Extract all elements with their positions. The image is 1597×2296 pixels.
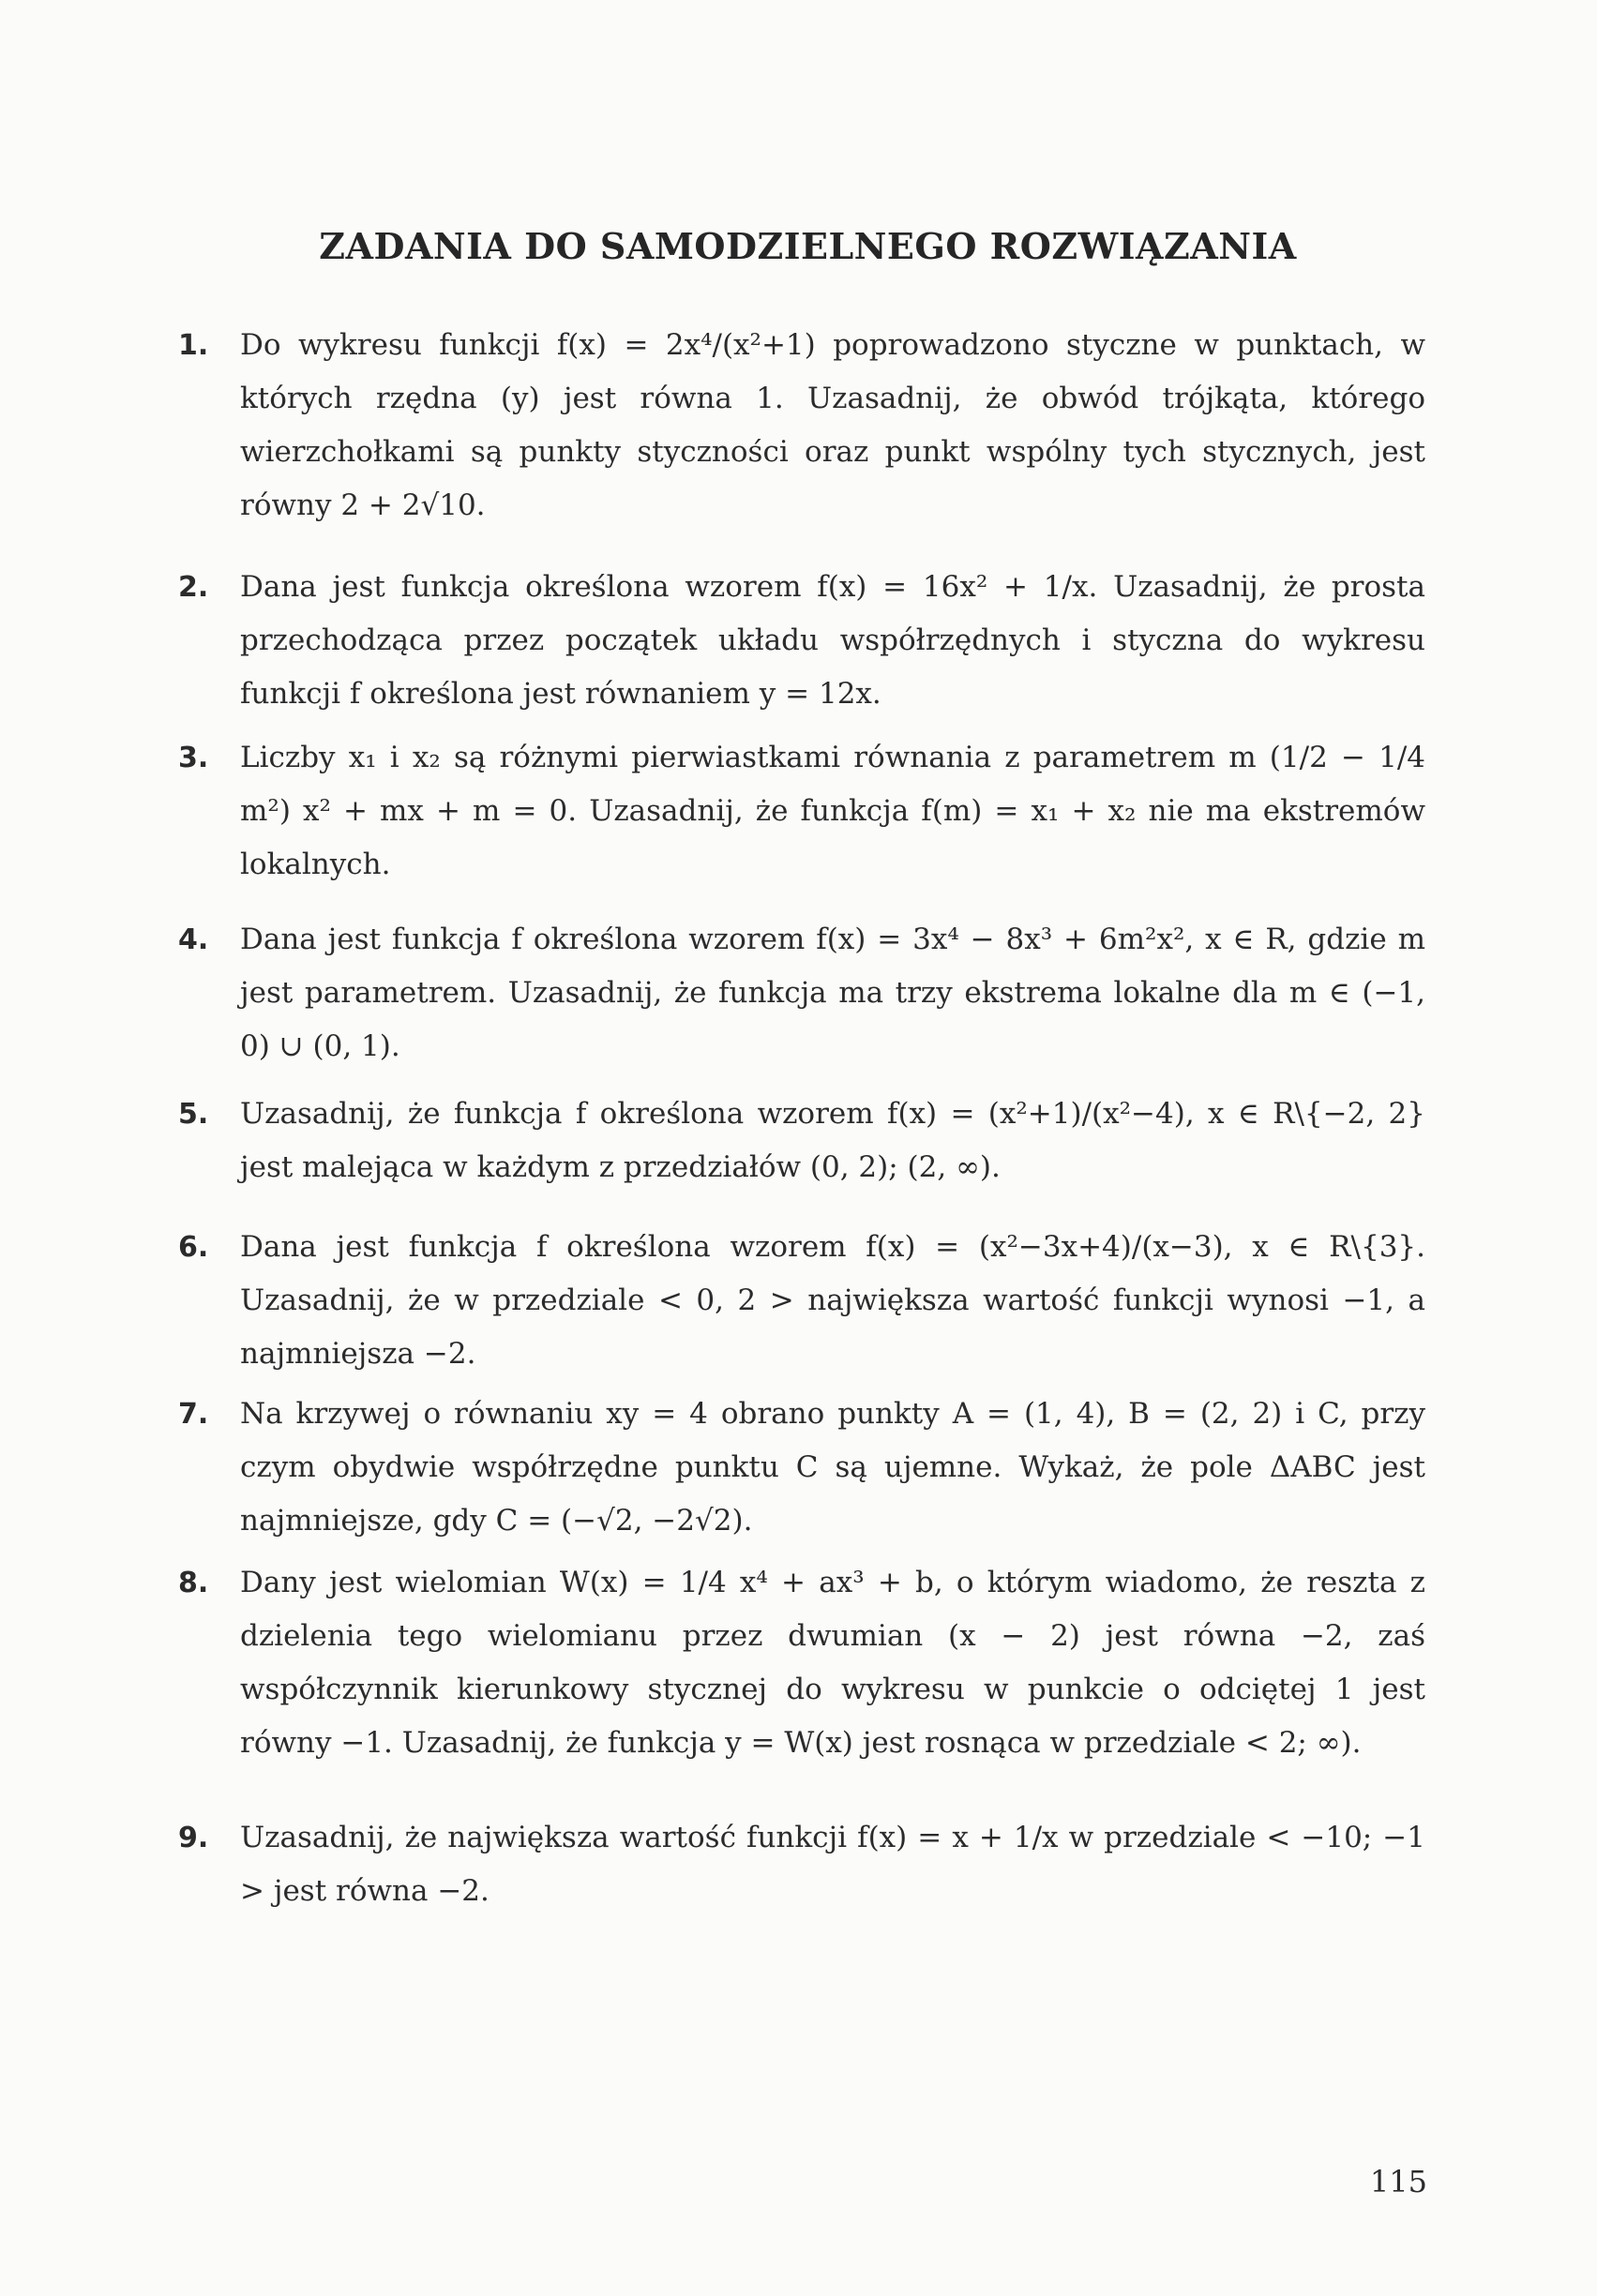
task-text: Uzasadnij, że funkcja f określona wzorem f(x) = (x²+1)/(x²−4), x ∈ R\{−2, 2} jest malejąca w każdym z przedziałów (0, 2); (2, ∞). bbox=[240, 1097, 1425, 1184]
task-text: Dana jest funkcja f określona wzorem f(x) = 3x⁴ − 8x³ + 6m²x², x ∈ R, gdzie m jest parametrem. Uzasadnij, że funkcja ma trzy ekstrema lokalne dla m ∈ (−1, 0) ∪ (0, 1). bbox=[240, 923, 1425, 1063]
task-text: Liczby x₁ i x₂ są różnymi pierwiastkami równania z parametrem m (1/2 − 1/4 m²) x² + mx + m = 0. Uzasadnij, że funkcja f(m) = x₁ + x₂ nie ma ekstremów lokalnych. bbox=[240, 741, 1425, 881]
task-number: 5. bbox=[178, 1098, 209, 1131]
task-text: Dana jest funkcja f określona wzorem f(x) = (x²−3x+4)/(x−3), x ∈ R\{3}. Uzasadnij, że w przedziale < 0, 2 > największa wartość funkcji wynosi −1, a najmniejsza −2. bbox=[240, 1230, 1425, 1371]
page-number: 115 bbox=[1369, 2164, 1427, 2199]
task-number: 4. bbox=[178, 923, 209, 956]
task-text: Uzasadnij, że największa wartość funkcji f(x) = x + 1/x w przedziale < −10; −1 > jest równa −2. bbox=[240, 1821, 1425, 1908]
task-number: 7. bbox=[178, 1398, 209, 1431]
task-text: Do wykresu funkcji f(x) = 2x⁴/(x²+1) poprowadzono styczne w punktach, w których rzędna (y) jest równa 1. Uzasadnij, że obwód trójkąta, którego wierzchołkami są punkty styczności oraz punkt wspólny tych stycznych, jest równy 2 + 2√10. bbox=[240, 328, 1425, 522]
page-title: ZADANIA DO SAMODZIELNEGO ROZWIĄZANIA bbox=[319, 225, 1297, 267]
task-text: Dany jest wielomian W(x) = 1/4 x⁴ + ax³ + b, o którym wiadomo, że reszta z dzielenia tego wielomianu przez dwumian (x − 2) jest równa −2, zaś współczynnik kierunkowy stycznej do wykresu w punkcie o odciętej 1 jest równy −1. Uzasadnij, że funkcja y = W(x) jest rosnąca w przedziale < 2; ∞). bbox=[240, 1566, 1425, 1760]
task-number: 3. bbox=[178, 742, 209, 774]
task-number: 8. bbox=[178, 1567, 209, 1599]
task-number: 6. bbox=[178, 1231, 209, 1264]
task-text: Dana jest funkcja określona wzorem f(x) = 16x² + 1/x. Uzasadnij, że prosta przechodząca przez początek układu współrzędnych i styczna do wykresu funkcji f określona jest równaniem y = 12x. bbox=[240, 570, 1425, 711]
task-text: Na krzywej o równaniu xy = 4 obrano punkty A = (1, 4), B = (2, 2) i C, przy czym obydwie współrzędne punktu C są ujemne. Wykaż, że pole ΔABC jest najmniejsze, gdy C = (−√2, −2√2). bbox=[240, 1397, 1425, 1538]
task-number: 2. bbox=[178, 571, 209, 604]
task-number: 1. bbox=[178, 329, 209, 362]
task-number: 9. bbox=[178, 1822, 209, 1854]
